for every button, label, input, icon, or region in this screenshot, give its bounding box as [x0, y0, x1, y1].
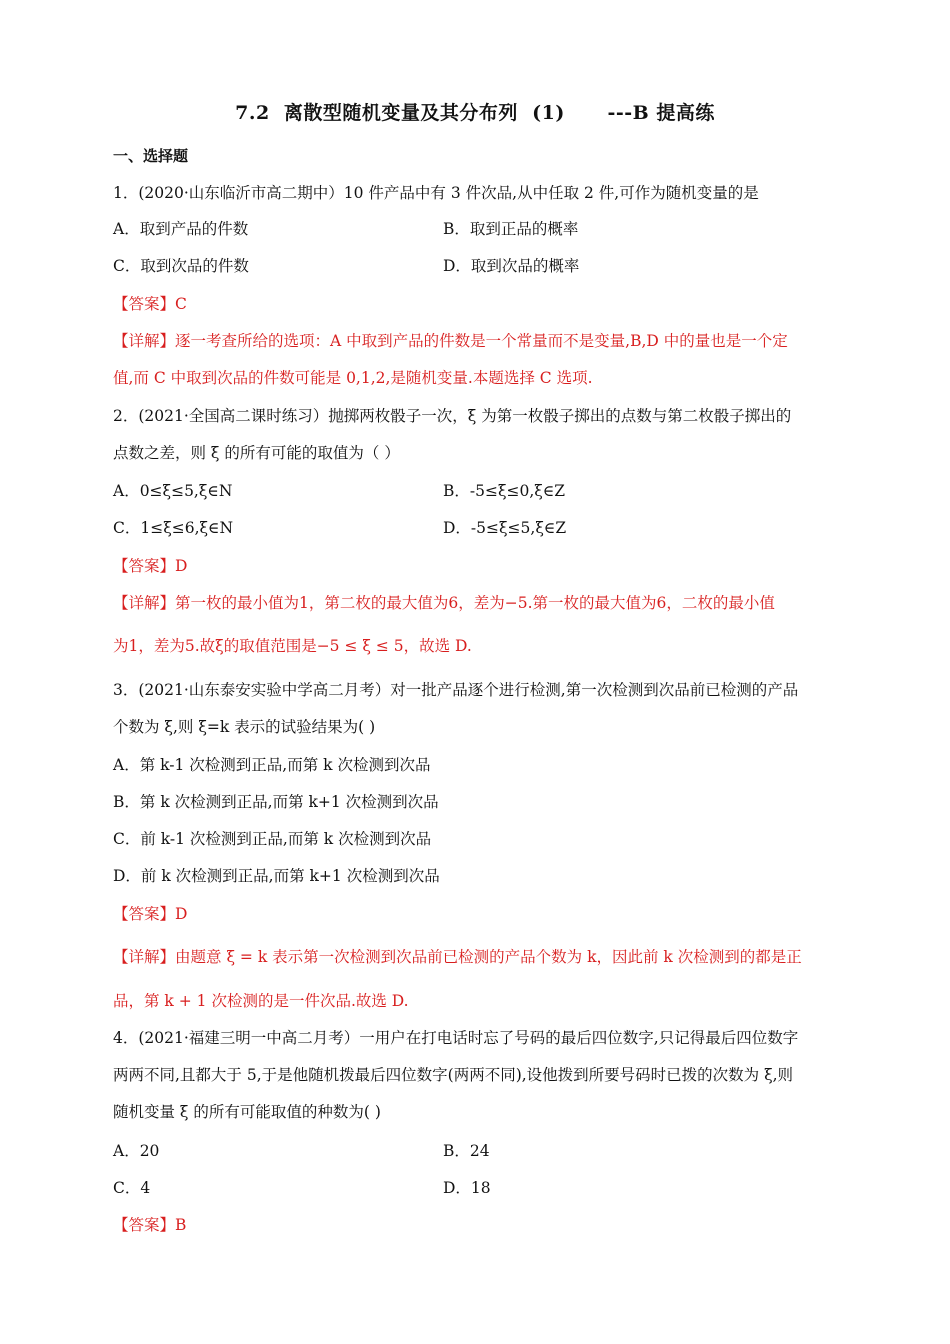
q2-answer: [113, 555, 187, 577]
q4-stem-line-2: 两两不同,且都大于 5,于是他随机拨最后四位数字(两两不同),设他拨到所要号码时已拨的次数为 ξ,则: [113, 1066, 794, 1084]
q2-stem-line-2: 点数之差，则 ξ 的所有可能的取值为（ ）: [113, 444, 400, 462]
q1-stem: 1．(2020·山东临沂市高二期中）10 件产品中有 3 件次品,从中任取 2 件,可作为随机变量的是: [113, 184, 759, 202]
answer-tag: 【答案】: [113, 905, 176, 923]
q3-option-d: D．前 k 次检测到正品,而第 k+1 次检测到次品: [113, 867, 440, 885]
q3-option-b: B．第 k 次检测到正品,而第 k+1 次检测到次品: [113, 793, 439, 811]
q3-detail-line-1: [113, 946, 802, 968]
answer-tag: 【答案】: [113, 557, 176, 575]
section-heading: 一、选择题: [113, 147, 189, 165]
q4-option-d: D．18: [443, 1179, 491, 1197]
answer-tag: 【答案】: [113, 1216, 176, 1234]
q3-stem-line-2: 个数为 ξ,则 ξ=k 表示的试验结果为( ): [113, 718, 376, 736]
q2-option-b: B．-5≤ξ≤0,ξ∈Z: [443, 482, 566, 500]
q1-option-c: C．取到次品的件数: [113, 257, 249, 275]
q1-option-b: B．取到正品的概率: [443, 220, 579, 238]
q1-detail-line-1: [113, 330, 788, 352]
answer-value: B: [175, 1216, 187, 1234]
q2-option-c: C．1≤ξ≤6,ξ∈N: [113, 519, 234, 537]
detail-tag: 【详解】: [113, 332, 176, 350]
q4-answer: [113, 1214, 186, 1236]
q1-detail-line-2: 值,而 C 中取到次品的件数可能是 0,1,2,是随机变量.本题选择 C 选项.: [113, 369, 593, 387]
answer-value: D: [175, 905, 188, 923]
detail-tag: 【详解】: [113, 594, 176, 612]
q2-detail-line-1: [113, 592, 775, 614]
answer-value: C: [175, 295, 187, 313]
q3-stem-line-1: 3．(2021·山东泰安实验中学高二月考）对一批产品逐个进行检测,第一次检测到次品前已检测的产品: [113, 681, 799, 699]
answer-value: D: [175, 557, 188, 575]
q2-option-d: D．-5≤ξ≤5,ξ∈Z: [443, 519, 567, 537]
q4-option-c: C．4: [113, 1179, 151, 1197]
q4-stem-line-3: 随机变量 ξ 的所有可能取值的种数为( ): [113, 1103, 381, 1121]
q3-option-c: C．前 k-1 次检测到正品,而第 k 次检测到次品: [113, 830, 432, 848]
detail-text: 第一枚的最小值为1，第二枚的最大值为6，差为−5.第一枚的最大值为6，二枚的最小值: [175, 594, 775, 612]
detail-text: 由题意 ξ = k 表示第一次检测到次品前已检测的产品个数为 k，因此前 k 次检测到的都是正: [175, 948, 802, 966]
q2-detail-line-2: 为1，差为5.故ξ的取值范围是−5 ≤ ξ ≤ 5，故选 D.: [113, 637, 472, 655]
q2-stem-line-1: 2．(2021·全国高二课时练习）抛掷两枚骰子一次，ξ 为第一枚骰子掷出的点数与第二枚骰子掷出的: [113, 407, 792, 425]
detail-text: 逐一考查所给的选项：A 中取到产品的件数是一个常量而不是变量,B,D 中的量也是一个定: [175, 332, 788, 350]
q4-stem-line-1: 4．(2021·福建三明一中高二月考）一用户在打电话时忘了号码的最后四位数字,只记得最后四位数字: [113, 1029, 799, 1047]
q3-option-a: A．第 k-1 次检测到正品,而第 k 次检测到次品: [113, 756, 431, 774]
detail-tag: 【详解】: [113, 948, 176, 966]
q2-option-a: A．0≤ξ≤5,ξ∈N: [113, 482, 233, 500]
page-title: 7.2 离散型随机变量及其分布列 (1) ---B 提高练: [235, 102, 715, 124]
q1-option-d: D．取到次品的概率: [443, 257, 580, 275]
q1-option-a: A．取到产品的件数: [113, 220, 249, 238]
q4-option-b: B．24: [443, 1142, 490, 1160]
q4-option-a: A．20: [113, 1142, 160, 1160]
q1-answer: [113, 293, 187, 315]
q3-detail-line-2: 品，第 k + 1 次检测的是一件次品.故选 D.: [113, 992, 409, 1010]
answer-tag: 【答案】: [113, 295, 176, 313]
q3-answer: [113, 903, 187, 925]
